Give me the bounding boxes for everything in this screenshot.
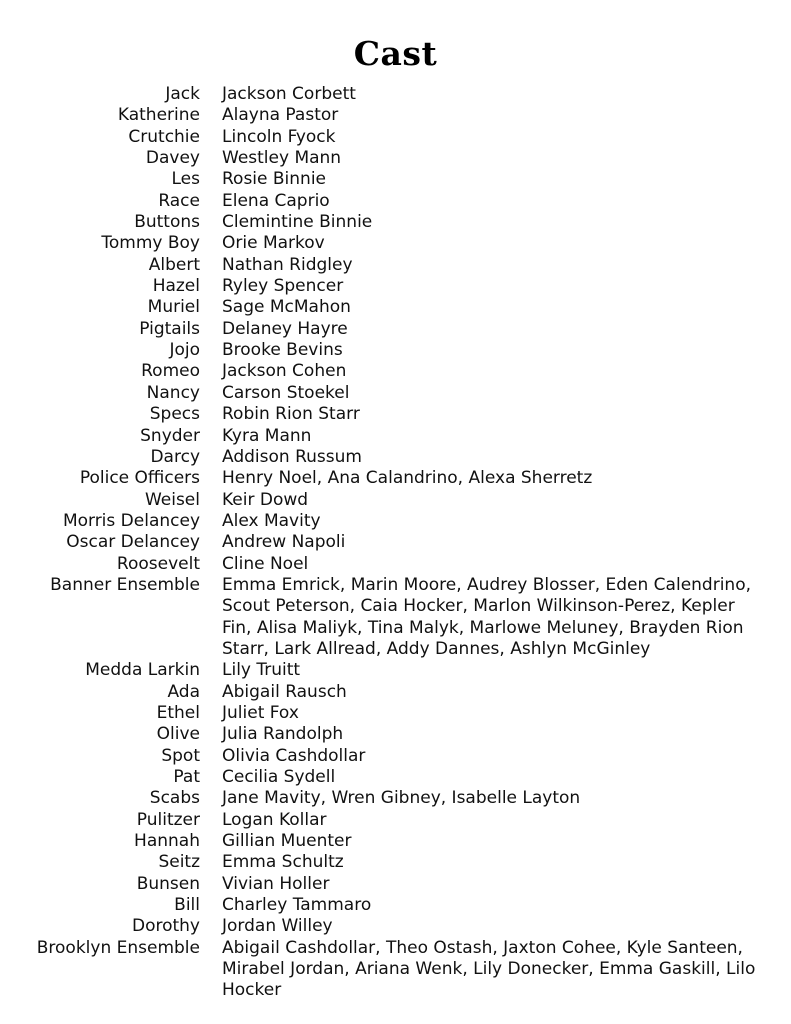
actor-name: Addison Russum	[222, 446, 362, 467]
actor-name: Henry Noel, Ana Calandrino, Alexa Sherretz	[222, 468, 593, 489]
actor-name: Cline Noel	[222, 553, 309, 574]
cast-row	[0, 361, 791, 382]
role-name: Olive	[156, 724, 200, 745]
role-name: Katherine	[117, 105, 200, 126]
actor-name: Clemintine Binnie	[222, 212, 373, 233]
actor-name: Westley Mann	[222, 148, 342, 169]
role-name: Albert	[148, 254, 200, 275]
role-name: Roosevelt	[116, 553, 200, 574]
role-name: Oscar Delancey	[66, 532, 200, 553]
cast-row	[0, 212, 791, 233]
role-name: Ethel	[156, 702, 200, 723]
role-name: Les	[171, 169, 200, 190]
role-name: Ada	[167, 681, 200, 702]
actor-name: Orie Markov	[222, 233, 325, 254]
role-name: Dorothy	[131, 916, 200, 937]
role-name: Brooklyn Ensemble	[36, 937, 200, 958]
page-title: Cast	[353, 34, 438, 73]
role-name: Spot	[161, 745, 200, 766]
actor-name: Ryley Spencer	[222, 276, 344, 297]
actor-name: Elena Caprio	[222, 190, 330, 211]
cast-row	[0, 916, 791, 937]
role-name: Pulitzer	[136, 809, 200, 830]
actor-name: Andrew Napoli	[222, 532, 346, 553]
cast-row	[0, 874, 791, 895]
actor-name: Brooke Bevins	[222, 340, 343, 361]
actor-name: Gillian Muenter	[222, 831, 352, 852]
cast-row	[0, 404, 791, 425]
actor-name: Rosie Binnie	[222, 169, 327, 190]
actor-name: Keir Dowd	[222, 489, 309, 510]
actor-name: Carson Stoekel	[222, 382, 350, 403]
cast-row	[0, 831, 791, 852]
role-name: Tommy Boy	[101, 233, 200, 254]
role-name: Buttons	[134, 212, 200, 233]
cast-row	[0, 703, 791, 724]
role-name: Weisel	[144, 489, 200, 510]
cast-row	[0, 276, 791, 297]
cast-row	[0, 127, 791, 148]
actor-name: Abigail Rausch	[222, 681, 347, 702]
role-name: Pat	[173, 767, 200, 787]
cast-row	[0, 447, 791, 468]
actor-name: Kyra Mann	[222, 425, 312, 446]
actor-name: Charley Tammaro	[222, 895, 372, 916]
actor-name: Alayna Pastor	[222, 105, 339, 126]
role-name: Hazel	[152, 276, 200, 297]
role-name: Snyder	[140, 425, 200, 446]
cast-row	[0, 938, 791, 1002]
role-name: Race	[158, 190, 200, 211]
cast-row	[0, 319, 791, 340]
actor-name: Logan Kollar	[222, 809, 327, 830]
actor-name: Lily Truitt	[222, 660, 301, 681]
cast-row	[0, 511, 791, 532]
actor-name: Cecilia Sydell	[222, 767, 336, 787]
cast-row	[0, 340, 791, 361]
cast-row	[0, 660, 791, 681]
actor-name: Jackson Cohen	[222, 361, 347, 382]
cast-row	[0, 383, 791, 404]
actor-name: Robin Rion Starr	[222, 404, 360, 425]
cast-row	[0, 810, 791, 831]
role-name: Darcy	[150, 446, 200, 467]
cast-row	[0, 148, 791, 169]
cast-row	[0, 233, 791, 254]
cast-row	[0, 297, 791, 318]
cast-row	[0, 255, 791, 276]
role-name: Morris Delancey	[62, 510, 200, 531]
cast-row	[0, 788, 791, 809]
actor-name: Emma Emrick, Marin Moore, Audrey Blosser, Eden Calendrino, Scout Peterson, Caia Hocker, Marlon Wilkinson-Perez, Kepler Fin, Alisa Maliyk, Tina Malyk, Marlowe Meluney, Brayden Rion Starr, Lark Allread, Addy Dannes, Ashlyn McGinley	[222, 574, 752, 659]
role-name: Medda Larkin	[85, 660, 200, 681]
role-name: Muriel	[147, 297, 200, 318]
role-name: Crutchie	[128, 126, 200, 147]
role-name: Banner Ensemble	[50, 574, 200, 595]
cast-row	[0, 895, 791, 916]
cast-row	[0, 169, 791, 190]
actor-name: Lincoln Fyock	[222, 126, 336, 147]
role-name: Davey	[145, 148, 200, 169]
role-name: Jojo	[169, 340, 200, 361]
cast-row	[0, 105, 791, 126]
cast-row	[0, 724, 791, 745]
cast-row	[0, 767, 791, 788]
role-name: Seitz	[158, 852, 200, 873]
cast-row	[0, 532, 791, 553]
cast-row	[0, 852, 791, 873]
role-name: Hannah	[134, 831, 200, 852]
actor-name: Abigail Cashdollar, Theo Ostash, Jaxton Cohee, Kyle Santeen, Mirabel Jordan, Ariana Wenk, Lily Donecker, Emma Gaskill, Lilo Hocker	[222, 937, 756, 1001]
cast-row	[0, 575, 791, 660]
actor-name: Sage McMahon	[222, 297, 351, 318]
role-name: Bunsen	[136, 873, 200, 894]
role-name: Police Officers	[79, 468, 200, 489]
cast-row	[0, 554, 791, 575]
role-name: Jack	[165, 84, 200, 104]
actor-name: Emma Schultz	[222, 852, 344, 873]
actor-name: Jackson Corbett	[222, 84, 356, 104]
cast-row	[0, 426, 791, 447]
role-name: Romeo	[141, 361, 200, 382]
actor-name: Olivia Cashdollar	[222, 745, 366, 766]
actor-name: Jordan Willey	[222, 916, 333, 937]
actor-name: Delaney Hayre	[222, 318, 348, 339]
role-name: Pigtails	[139, 318, 200, 339]
role-name: Scabs	[149, 788, 200, 809]
role-name: Nancy	[146, 382, 200, 403]
actor-name: Julia Randolph	[222, 724, 344, 745]
cast-list	[0, 84, 791, 1002]
role-name: Specs	[149, 404, 200, 425]
actor-name: Alex Mavity	[222, 510, 321, 531]
actor-name: Nathan Ridgley	[222, 254, 353, 275]
cast-row	[0, 490, 791, 511]
actor-name: Juliet Fox	[222, 702, 299, 723]
actor-name: Jane Mavity, Wren Gibney, Isabelle Layton	[222, 788, 581, 809]
cast-row	[0, 682, 791, 703]
cast-row	[0, 468, 791, 489]
cast-row	[0, 191, 791, 212]
role-name: Bill	[174, 895, 200, 916]
actor-name: Vivian Holler	[222, 873, 330, 894]
cast-row	[0, 84, 791, 105]
cast-row	[0, 746, 791, 767]
